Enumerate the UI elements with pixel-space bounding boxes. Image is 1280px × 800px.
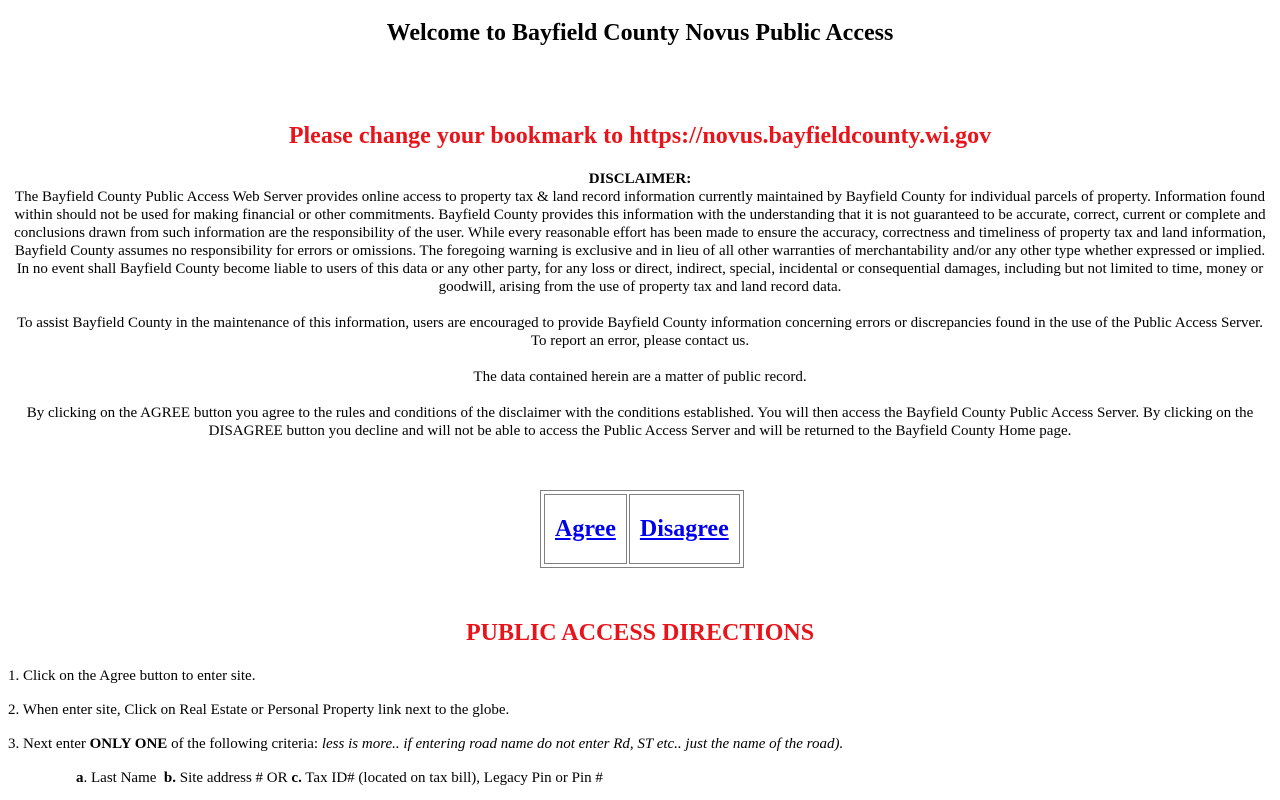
- disclaimer-paragraph-4: By clicking on the AGREE button you agree to the rules and conditions of the disclaimer with the conditions established. You will then access the Bayfield County Public Access Server. By clicking on the DISAGREE button you decline and will not be able to access the Public Access Server and will be returned to the Bayfield County Home page.: [26, 405, 1254, 439]
- bookmark-notice: Please change your bookmark to https://novus.bayfieldcounty.wi.gov: [288, 123, 992, 149]
- criteria-a-text: . Last Name: [83, 770, 164, 786]
- page-title: Welcome to Bayfield County Novus Public Access: [386, 20, 894, 46]
- disclaimer-paragraph-1: [10, 170, 1270, 296]
- disagree-link[interactable]: Disagree: [639, 515, 729, 542]
- disclaimer-paragraph-2: To assist Bayfield County in the maintenance of this information, users are encouraged to provide Bayfield County information concerning errors or discrepancies found in the use of the Public Access Server. To report an error, please contact us.: [16, 315, 1264, 349]
- agree-cell: [544, 494, 627, 564]
- disclaimer-paragraph-3: The data contained herein are a matter of public record.: [473, 369, 807, 385]
- directions-title: PUBLIC ACCESS DIRECTIONS: [465, 620, 815, 646]
- choice-row: [544, 494, 740, 564]
- direction-step-1: 1. Click on the Agree button to enter site.: [8, 668, 256, 684]
- step-3-emphasis: ONLY ONE: [89, 736, 168, 752]
- criteria-c-letter: c.: [291, 770, 302, 786]
- criteria-a-letter: a: [76, 770, 84, 786]
- criteria-b-text: Site address # OR: [175, 770, 292, 786]
- step-3-middle: of the following criteria:: [167, 736, 322, 752]
- disclaimer-text: The Bayfield County Public Access Web Server provides online access to property tax & land record information currently maintained by Bayfield County for individual parcels of property. Information found within should not be used for making financial or other commitments. Bayfield County provides this information with the understanding that it is not guaranteed to be accurate, correct, current or complete and conclusions drawn from such information are the responsibility of the user. While every reasonable effort has been made to ensure the accuracy, correctness and timeliness of property tax and land information, Bayfield County assumes no responsibility for errors or omissions. The foregoing warning is exclusive and in lieu of all other warranties of merchantability and/or any other type whether expressed or implied. In no event shall Bayfield County become liable to users of this data or any other party, for any loss or direct, indirect, special, incidental or consequential damages, including but not limited to time, money or goodwill, arising from the use of property tax and land record data.: [14, 189, 1266, 295]
- directions-list: [8, 667, 1272, 800]
- agree-disagree-table: [540, 490, 744, 568]
- agree-link[interactable]: Agree: [555, 515, 616, 542]
- direction-criteria: [8, 769, 1272, 787]
- step-3-note: less is more.. if entering road name do not enter Rd, ST etc.. just the name of the road).: [321, 736, 844, 752]
- step-3-prefix: 3. Next enter: [8, 736, 90, 752]
- direction-step-2: 2. When enter site, Click on Real Estate or Personal Property link next to the globe.: [8, 702, 510, 718]
- disclaimer-section: [10, 170, 1270, 458]
- criteria-b-letter: b.: [163, 770, 176, 786]
- disclaimer-title: DISCLAIMER:: [588, 171, 692, 187]
- disagree-cell: [629, 494, 740, 564]
- direction-step-3: [8, 735, 1272, 753]
- criteria-c-text: Tax ID# (located on tax bill), Legacy Pin or Pin #: [301, 770, 603, 786]
